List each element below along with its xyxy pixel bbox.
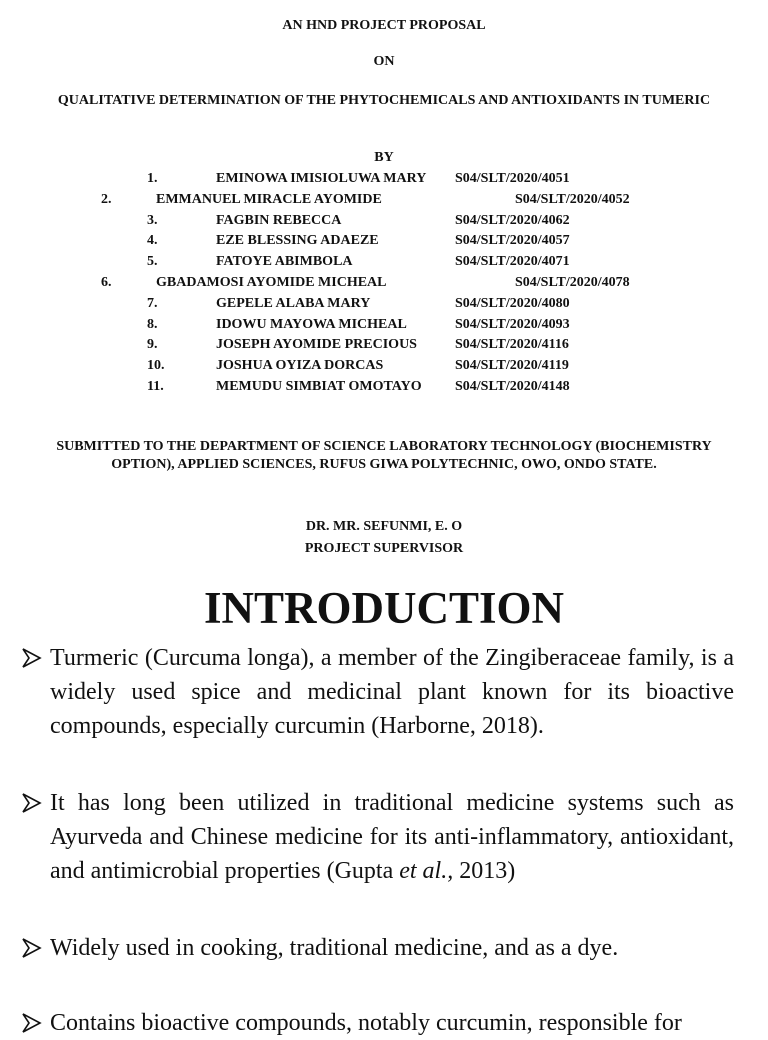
author-row <box>0 273 768 294</box>
author-reg-number: S04/SLT/2020/4051 <box>455 171 570 186</box>
author-reg-number: S04/SLT/2020/4148 <box>455 378 570 394</box>
author-number: 5. <box>147 254 158 270</box>
author-number: 11. <box>147 378 164 394</box>
author-row <box>0 294 768 315</box>
author-row <box>0 335 768 356</box>
author-row <box>0 231 768 252</box>
bullet-item <box>20 1006 734 1040</box>
author-reg-number: S04/SLT/2020/4078 <box>515 274 630 290</box>
author-reg-number: S04/SLT/2020/4080 <box>455 295 570 311</box>
bullet-text-part: 2013) <box>453 858 516 884</box>
author-name: EMINOWA IMISIOLUWA MARY <box>216 171 427 186</box>
author-name: IDOWU MAYOWA MICHEAL <box>216 316 407 332</box>
bullet-text: Widely used in cooking, traditional medicine, and as a dye. <box>50 935 619 961</box>
arrow-bullet-icon <box>20 641 44 675</box>
author-number: 7. <box>147 295 158 311</box>
author-number: 4. <box>147 233 158 249</box>
author-name: JOSEPH AYOMIDE PRECIOUS <box>216 337 417 353</box>
bullet-item <box>20 641 734 743</box>
by-label: BY <box>374 150 394 165</box>
arrow-bullet-icon <box>20 786 44 820</box>
proposal-type: AN HND PROJECT PROPOSAL <box>282 18 486 33</box>
author-reg-number: S04/SLT/2020/4062 <box>455 212 570 228</box>
bullet-text: Contains bioactive compounds, notably curcumin, responsible for <box>50 1010 682 1036</box>
author-number: 1. <box>147 171 158 186</box>
author-name: GBADAMOSI AYOMIDE MICHEAL <box>156 274 387 290</box>
author-name: EZE BLESSING ADAEZE <box>216 233 379 249</box>
author-reg-number: S04/SLT/2020/4052 <box>515 191 630 207</box>
author-row <box>0 169 768 190</box>
bullet-text-part: It has long been utilized in traditional medicine systems such as Ayurveda and Chinese medicine for its anti-inflammatory, antioxidant, and antimicrobial properties (Gupta <box>50 790 734 884</box>
author-number: 10. <box>147 358 165 374</box>
project-title: QUALITATIVE DETERMINATION OF THE PHYTOCHEMICALS AND ANTIOXIDANTS IN TUMERIC <box>57 93 711 108</box>
arrow-bullet-icon <box>20 1006 44 1040</box>
author-row <box>0 377 768 398</box>
bullet-item <box>20 931 734 965</box>
author-number: 8. <box>147 316 158 332</box>
submission-statement: SUBMITTED TO THE DEPARTMENT OF SCIENCE LABORATORY TECHNOLOGY (BIOCHEMISTRY OPTION), APPLIED SCIENCES, RUFUS GIWA POLYTECHNIC, OWO, ONDO STATE. <box>56 439 712 472</box>
introduction-heading: INTRODUCTION <box>203 583 565 633</box>
author-name: GEPELE ALABA MARY <box>216 295 371 311</box>
author-reg-number: S04/SLT/2020/4093 <box>455 316 570 332</box>
author-name: MEMUDU SIMBIAT OMOTAYO <box>216 378 422 394</box>
author-number: 3. <box>147 212 158 228</box>
supervisor-role: PROJECT SUPERVISOR <box>304 541 464 556</box>
citation-emphasis: et al., <box>399 858 454 884</box>
author-number: 9. <box>147 337 158 353</box>
author-name: FAGBIN REBECCA <box>216 212 342 228</box>
author-number: 6. <box>101 274 112 290</box>
author-reg-number: S04/SLT/2020/4119 <box>455 358 569 374</box>
author-reg-number: S04/SLT/2020/4057 <box>455 233 570 249</box>
author-row <box>0 252 768 273</box>
arrow-bullet-icon <box>20 931 44 965</box>
author-number: 2. <box>101 191 112 207</box>
author-row <box>0 315 768 336</box>
bullet-item <box>20 786 734 888</box>
supervisor-name: DR. MR. SEFUNMI, E. O <box>305 519 463 534</box>
author-name: EMMANUEL MIRACLE AYOMIDE <box>156 191 382 207</box>
author-row <box>0 356 768 377</box>
author-reg-number: S04/SLT/2020/4071 <box>455 254 570 270</box>
bullet-text <box>50 786 734 888</box>
bullet-text: Turmeric (Curcuma longa), a member of the Zingiberaceae family, is a widely used spice and medicinal plant known for its bioactive compounds, especially curcumin (Harborne, 2018). <box>50 645 734 739</box>
author-name: FATOYE ABIMBOLA <box>216 254 353 270</box>
proposal-on: ON <box>373 54 395 69</box>
author-row <box>0 190 768 211</box>
author-reg-number: S04/SLT/2020/4116 <box>455 337 569 353</box>
author-name: JOSHUA OYIZA DORCAS <box>216 358 384 374</box>
author-list <box>0 169 768 398</box>
author-row <box>0 211 768 232</box>
